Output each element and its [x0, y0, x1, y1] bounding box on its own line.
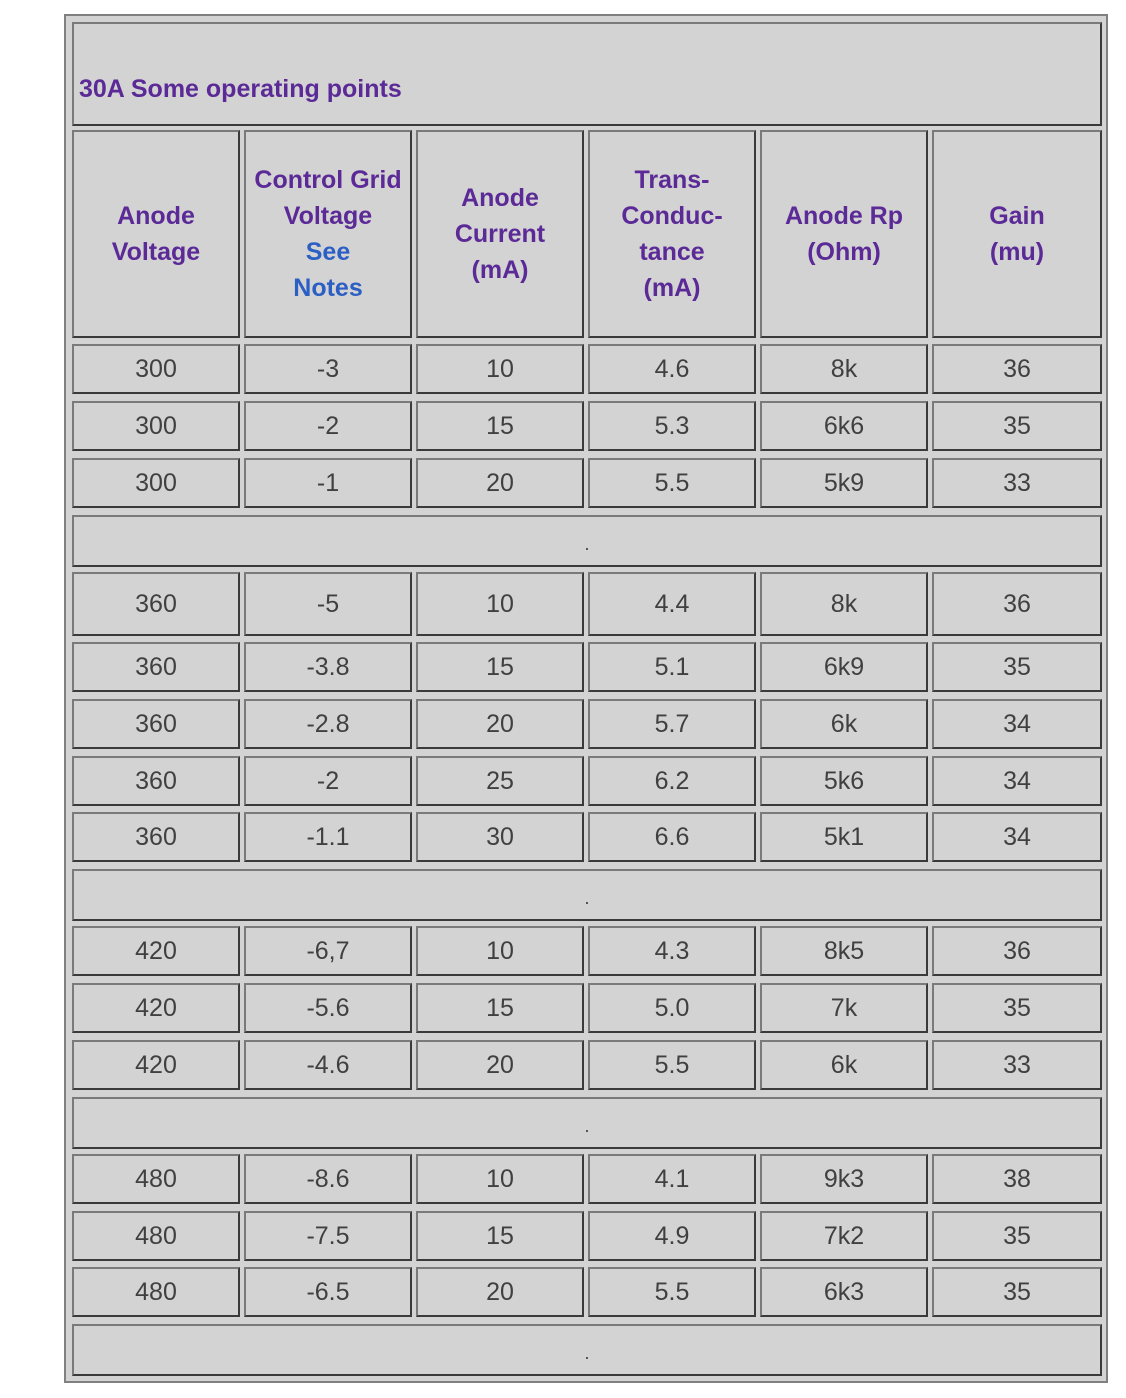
table-cell: 25 — [416, 756, 584, 806]
table-cell: 35 — [932, 401, 1102, 451]
column-header-line: Trans- — [634, 166, 710, 194]
table-cell: 4.6 — [588, 344, 756, 394]
table-cell: 300 — [72, 401, 240, 451]
table-cell: 4.1 — [588, 1154, 756, 1204]
table-cell: -8.6 — [244, 1154, 412, 1204]
column-header — [785, 198, 903, 270]
see-notes-link[interactable]: Notes — [293, 274, 363, 302]
column-header-line: Gain — [989, 202, 1045, 230]
column-header — [254, 162, 401, 306]
table-cell: 360 — [72, 812, 240, 862]
table-cell: 5k9 — [760, 458, 928, 508]
table-cell: 9k3 — [760, 1154, 928, 1204]
column-header-line: Conduc- — [621, 202, 723, 230]
column-header — [112, 198, 200, 270]
table-cell: 300 — [72, 344, 240, 394]
column-header — [455, 180, 545, 288]
table-cell: 20 — [416, 458, 584, 508]
table-cell: 5.5 — [588, 458, 756, 508]
table-cell: 5k6 — [760, 756, 928, 806]
table-cell: 34 — [932, 756, 1102, 806]
table-cell: 480 — [72, 1154, 240, 1204]
table-cell: 6.2 — [588, 756, 756, 806]
see-notes-link[interactable]: See — [305, 238, 351, 266]
group-separator: . — [72, 1097, 1102, 1149]
table-cell: 15 — [416, 401, 584, 451]
table-cell: 7k — [760, 983, 928, 1033]
column-header-line: Voltage — [111, 238, 201, 266]
table-cell: 420 — [72, 926, 240, 976]
table-cell: 5.3 — [588, 401, 756, 451]
header-cell — [416, 130, 584, 338]
table-cell: -2 — [244, 401, 412, 451]
column-header-line: Anode Rp — [784, 202, 904, 230]
table-cell: 38 — [932, 1154, 1102, 1204]
table-cell: 6k3 — [760, 1267, 928, 1317]
table-cell: 15 — [416, 1211, 584, 1261]
column-header — [621, 162, 722, 306]
table-cell: -4.6 — [244, 1040, 412, 1090]
table-cell: 20 — [416, 699, 584, 749]
column-header-line: Current — [454, 220, 546, 248]
header-cell — [588, 130, 756, 338]
table-cell: 36 — [932, 926, 1102, 976]
column-header-line: Control Grid — [254, 166, 402, 194]
table-cell: -2 — [244, 756, 412, 806]
column-header-line: (mA) — [643, 274, 701, 302]
table-cell: -5.6 — [244, 983, 412, 1033]
column-header-line: (mA) — [471, 256, 529, 284]
table-cell: 5.0 — [588, 983, 756, 1033]
header-cell — [932, 130, 1102, 338]
table-cell: -6.5 — [244, 1267, 412, 1317]
table-cell: -1.1 — [244, 812, 412, 862]
table-cell: 30 — [416, 812, 584, 862]
table-cell: -3.8 — [244, 642, 412, 692]
table-cell: 360 — [72, 642, 240, 692]
table-cell: 33 — [932, 1040, 1102, 1090]
table-cell: -6,7 — [244, 926, 412, 976]
table-cell: 5.5 — [588, 1040, 756, 1090]
table-cell: -5 — [244, 572, 412, 636]
table-cell: 5.5 — [588, 1267, 756, 1317]
table-cell: 20 — [416, 1040, 584, 1090]
table-cell: 7k2 — [760, 1211, 928, 1261]
header-cell — [72, 130, 240, 338]
table-cell: 480 — [72, 1211, 240, 1261]
group-separator: . — [72, 1324, 1102, 1376]
table-cell: 33 — [932, 458, 1102, 508]
table-cell: 35 — [932, 642, 1102, 692]
table-cell: 8k — [760, 344, 928, 394]
header-cell — [244, 130, 412, 338]
table-cell: 5k1 — [760, 812, 928, 862]
table-cell: 4.3 — [588, 926, 756, 976]
table-cell: -7.5 — [244, 1211, 412, 1261]
table-title: 30A Some operating points — [79, 75, 402, 103]
column-header-line: Anode — [117, 202, 195, 230]
column-header-line: Anode — [461, 184, 539, 212]
table-cell: 10 — [416, 926, 584, 976]
table-cell: 36 — [932, 572, 1102, 636]
table-cell: 35 — [932, 983, 1102, 1033]
table-cell: 360 — [72, 572, 240, 636]
operating-points-table — [64, 14, 1108, 1383]
column-header-line: (Ohm) — [807, 238, 881, 266]
table-cell: 10 — [416, 572, 584, 636]
table-cell: 35 — [932, 1267, 1102, 1317]
table-cell: 10 — [416, 1154, 584, 1204]
table-cell: 8k — [760, 572, 928, 636]
table-cell: 6.6 — [588, 812, 756, 862]
table-cell: 36 — [932, 344, 1102, 394]
group-separator: . — [72, 869, 1102, 921]
table-cell: 5.7 — [588, 699, 756, 749]
table-cell: 4.9 — [588, 1211, 756, 1261]
table-cell: 34 — [932, 812, 1102, 862]
header-cell — [760, 130, 928, 338]
column-header — [989, 198, 1045, 270]
table-cell: -3 — [244, 344, 412, 394]
table-cell: 420 — [72, 1040, 240, 1090]
table-title-cell — [72, 22, 1102, 126]
table-cell: 15 — [416, 983, 584, 1033]
table-cell: 6k — [760, 699, 928, 749]
column-header-line: (mu) — [989, 238, 1045, 266]
table-cell: 5.1 — [588, 642, 756, 692]
table-cell: 480 — [72, 1267, 240, 1317]
table-cell: 20 — [416, 1267, 584, 1317]
table-cell: -1 — [244, 458, 412, 508]
table-cell: 4.4 — [588, 572, 756, 636]
column-header-line: tance — [639, 238, 705, 266]
table-cell: 360 — [72, 699, 240, 749]
table-cell: 10 — [416, 344, 584, 394]
table-cell: 15 — [416, 642, 584, 692]
column-header-line: Voltage — [283, 202, 373, 230]
table-cell: 6k6 — [760, 401, 928, 451]
table-cell: 8k5 — [760, 926, 928, 976]
table-cell: 360 — [72, 756, 240, 806]
table-cell: 34 — [932, 699, 1102, 749]
group-separator: . — [72, 515, 1102, 567]
table-cell: 6k — [760, 1040, 928, 1090]
table-cell: 6k9 — [760, 642, 928, 692]
table-cell: 420 — [72, 983, 240, 1033]
table-cell: -2.8 — [244, 699, 412, 749]
table-cell: 35 — [932, 1211, 1102, 1261]
table-cell: 300 — [72, 458, 240, 508]
